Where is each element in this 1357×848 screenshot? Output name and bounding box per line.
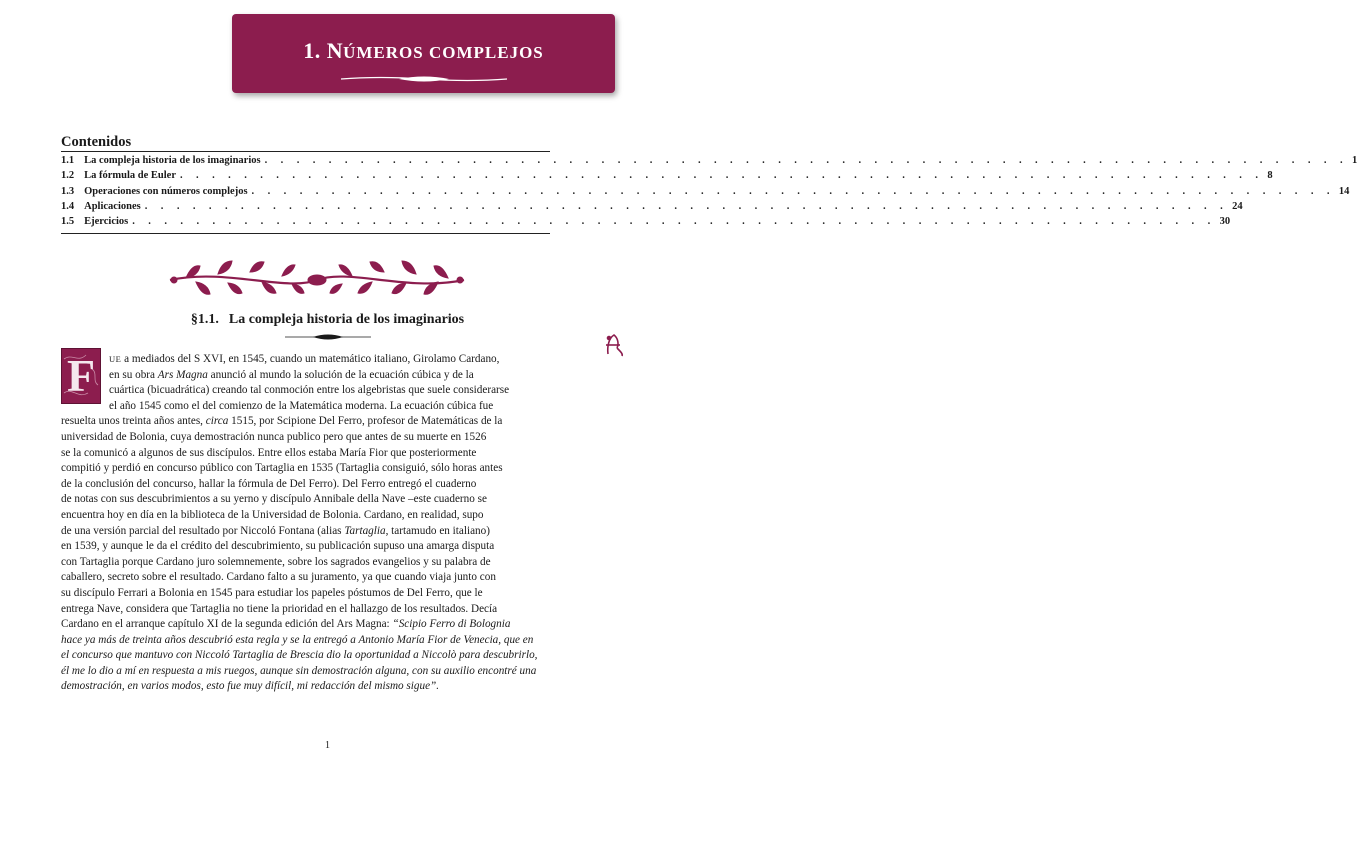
margin-letter-ornament [603,332,625,358]
body-line: con Tartaglia porque Cardano juro solemnemente, sobre los sagrados evangelios y su palabra de [61,555,491,568]
toc-rule-bottom [61,233,550,234]
chapter-header [232,14,615,93]
body-line: de una versión parcial del resultado por Niccoló Fontana (alias Tartaglia, tartamudo en italiano) [61,524,490,537]
toc-leader-dots: . . . . . . . . . . . . . . . . . . . . . . . . . . . . . . . . . . . . . . . . . . . . . . . . . . . . . . . . . . . . . . . . . . . . [132,216,1216,228]
quote-line: él me lo dio a mí en respuesta a mis ruegos, aunque sin demostración alguna, con su auxilio encontré una [61,664,537,677]
body-line: Cardano en el arranque capítulo XI de la segunda edición del Ars Magna: “Scipio Ferro di Bolognia [61,618,511,631]
body-line: caballero, secreto sobre el resultado. Cardano falto a su juramento, ya que cuando viaja junto con [61,571,496,584]
toc-entry-number: 1.4 [61,200,75,212]
body-paragraph [61,352,550,695]
quote-line: hace ya más de treinta años descubrió esta regla y se la entregó a Antonio María Fior de Venecia, que en [61,633,534,646]
toc-leader-dots: . . . . . . . . . . . . . . . . . . . . . . . . . . . . . . . . . . . . . . . . . . . . . . . . . . . . . . . . . . . . . . . . . . . . [180,170,1264,182]
body-line: el año 1545 como el del comienzo de la Matemática moderna. La ecuación cúbica fue [109,399,494,412]
toc-entry-page: 8 [1267,170,1273,182]
italic-term: Ars Magna [157,368,208,381]
body-line: en su obra Ars Magna anunció al mundo la solución de la ecuación cúbica y de la [109,368,474,381]
body-line: UE a mediados del S XVI, en 1545, cuando un matemático italiano, Girolamo Cardano, [109,353,500,365]
section-heading [0,312,655,328]
toc-entry-number: 1.2 [61,170,75,182]
body-line: cuártica (bicuadrática) creando tal conmoción entre los algebristas que suele considerarse [109,384,510,397]
drop-cap-letter: F [66,350,96,401]
vine-ornament [166,258,468,302]
section-underline-ornament [283,332,373,342]
italic-term: Tartaglia [344,524,386,537]
toc-entry-number: 1.5 [61,216,75,228]
body-line: se la comunicó a algunos de sus discípulos. Entre ellos estaba María Fior que posteriormente [61,446,477,459]
toc-heading: Contenidos [61,134,132,150]
chapter-title [232,38,615,64]
quote-line: el concurso que mantuvo con Niccoló Tartaglia de Brescia dio la oportunidad a Niccolò para descubrirlo, [61,649,538,662]
toc-list [61,155,1357,231]
body-line: compitió y perdió en concurso público con Tartaglia en 1535 (Tartaglia consiguió, sólo horas antes [61,462,503,475]
toc-entry[interactable] [61,170,1273,185]
toc-entry-title: La fórmula de Euler [84,170,176,182]
body-line: de notas con sus descubrimientos a su yerno y discípulo Annibale della Nave –este cuaderno se [61,493,487,506]
toc-entry[interactable] [61,155,1357,170]
chapter-title-initial: N [326,38,344,63]
toc-entry-number: 1.3 [61,185,75,197]
body-line: de la conclusión del concurso, hallar la fórmula de Del Ferro). Del Ferro entregó el cuaderno [61,477,477,490]
toc-entry[interactable] [61,185,1350,201]
chapter-number: 1. [303,38,321,63]
toc-entry[interactable] [61,200,1243,216]
body-line: universidad de Bolonia, cuya demostración nunca publico pero que antes de su muerte en 1526 [61,430,487,443]
toc-entry-page: 1 [1351,155,1357,166]
toc-entry-title: Aplicaciones [84,200,141,212]
section-number: §1.1. [190,312,219,327]
toc-entry-number: 1.1 [61,155,75,166]
toc-entry-page: 24 [1232,200,1243,212]
toc-rule-top [61,151,550,152]
lead-small-caps: UE [109,354,122,364]
quote-line: demostración, en varios modos, esto fue muy difícil, mi redacción del mismo sigue”. [61,680,440,693]
chapter-title-rest: ÚMEROS COMPLEJOS [343,43,544,62]
toc-entry[interactable] [61,216,1231,231]
quote-text: “Scipio Ferro di Bolognia [392,618,511,631]
toc-entry-page: 14 [1338,185,1350,197]
toc-leader-dots: . . . . . . . . . . . . . . . . . . . . . . . . . . . . . . . . . . . . . . . . . . . . . . . . . . . . . . . . . . . . . . . . . . . . [264,155,1348,166]
toc-entry-title: Ejercicios [84,216,129,228]
page-number: 1 [325,740,330,751]
body-line: encuentra hoy en día en la biblioteca de la Universidad de Bolonia. Cardano, en realidad, supo [61,508,484,521]
body-line: su discípulo Ferrari a Bolonia en 1545 para estudiar los papeles póstumos de Del Ferro, que le [61,586,483,599]
section-title: La compleja historia de los imaginarios [228,312,465,327]
body-line: en 1539, y aunque le da el crédito del descubrimiento, su publicación supuso una amarga disputa [61,540,495,553]
toc-leader-dots: . . . . . . . . . . . . . . . . . . . . . . . . . . . . . . . . . . . . . . . . . . . . . . . . . . . . . . . . . . . . . . . . . . . . [144,200,1229,212]
italic-term: circa [205,415,229,428]
toc-entry-page: 30 [1219,216,1231,228]
toc-entry-title: Operaciones con números complejos [84,185,248,197]
body-line: entrega Nave, considera que Tartaglia no tiene la prioridad en el hallazgo de los resultados. Decía [61,602,498,615]
toc-entry-title: La compleja historia de los imaginarios [84,155,261,166]
toc-leader-dots: . . . . . . . . . . . . . . . . . . . . . . . . . . . . . . . . . . . . . . . . . . . . . . . . . . . . . . . . . . . . . . . . . . . . [251,185,1335,197]
header-flourish-ornament [339,74,509,84]
body-line: resuelta unos treinta años antes, circa 1515, por Scipione Del Ferro, profesor de Matemáticas de la [61,415,503,428]
